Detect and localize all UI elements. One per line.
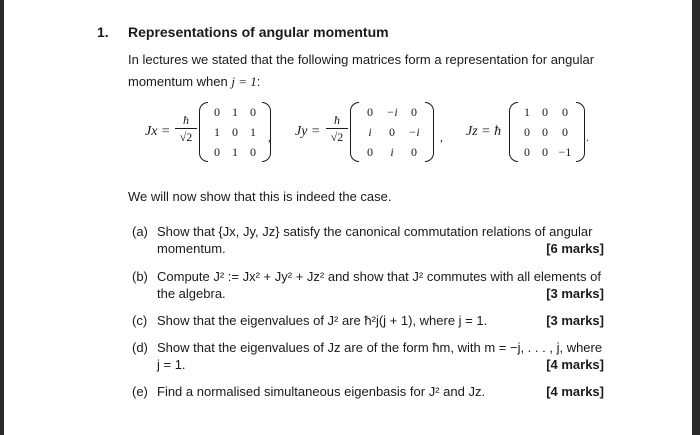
- jx-cell: 0: [250, 105, 256, 119]
- jx-left-paren: [199, 102, 208, 162]
- jz-cell: 0: [542, 105, 548, 119]
- part-d: [132, 339, 604, 373]
- jy-left-paren: [350, 102, 359, 162]
- part-label: (a): [132, 224, 148, 239]
- jy-right-paren: [425, 102, 434, 162]
- part-marks: [4 marks]: [546, 384, 604, 399]
- jx-fraction-bar: [175, 128, 197, 129]
- jy-prefactor-numerator: ħ: [334, 113, 340, 127]
- jz-cell: 0: [524, 125, 530, 139]
- jy-cell: 0: [411, 145, 417, 159]
- part-label: (c): [132, 313, 148, 328]
- transition-sentence: We will now show that this is indeed the case.: [128, 189, 392, 204]
- part-text: Compute J² := Jx² + Jy² + Jz² and show that J² commutes with all elements of the algebra.: [157, 269, 601, 301]
- jy-matrix: [350, 102, 434, 162]
- jy-separator: ,: [440, 130, 443, 144]
- intro-paragraph: [128, 49, 608, 93]
- jx-separator: ,: [268, 130, 271, 144]
- part-e: [132, 383, 604, 400]
- question-number: 1.: [97, 24, 109, 40]
- left-photo-edge: [0, 0, 4, 435]
- jx-prefactor-numerator: ħ: [183, 113, 189, 127]
- jy-cell: 0: [367, 145, 373, 159]
- part-text: Find a normalised simultaneous eigenbasis for J² and Jz.: [157, 384, 486, 399]
- part-text: Show that the eigenvalues of Jz are of the form ħm, with m = −j, . . . , j, where j = 1.: [157, 340, 603, 372]
- jx-cell: 0: [250, 145, 256, 159]
- jy-prefactor-denominator: √2: [330, 130, 344, 144]
- question-title: Representations of angular momentum: [128, 24, 389, 40]
- right-photo-edge: [692, 0, 700, 435]
- jx-prefactor: [175, 113, 197, 144]
- jz-matrix: [509, 102, 585, 162]
- jy-cell: i: [368, 125, 372, 139]
- part-b: [132, 268, 604, 302]
- jy-label: Jy =: [295, 124, 321, 139]
- jz-cell: 0: [524, 145, 530, 159]
- jz-separator: .: [586, 130, 589, 144]
- jz-cell: 1: [524, 105, 530, 119]
- intro-line-2-math: j = 1: [231, 74, 257, 89]
- jx-cell: 0: [214, 105, 220, 119]
- jy-cell: −i: [408, 125, 420, 139]
- part-label: (b): [132, 269, 148, 284]
- part-a: [132, 223, 604, 257]
- jz-cell: −1: [558, 145, 572, 159]
- jy-cell: 0: [367, 105, 373, 119]
- jy-fraction-bar: [326, 128, 348, 129]
- jz-cell: 0: [542, 125, 548, 139]
- jz-label: Jz = ħ: [466, 124, 502, 139]
- jx-label: Jx =: [145, 124, 171, 139]
- intro-line-2-prefix: momentum when: [128, 74, 232, 89]
- part-marks: [6 marks]: [546, 241, 604, 256]
- jx-matrix: [199, 102, 271, 162]
- jz-left-paren: [509, 102, 518, 162]
- part-c: [132, 312, 604, 329]
- jz-cell: 0: [562, 105, 568, 119]
- jz-cell: 0: [542, 145, 548, 159]
- part-marks: [3 marks]: [546, 313, 604, 328]
- jy-cell: 0: [411, 105, 417, 119]
- jx-cell: 1: [250, 125, 256, 139]
- intro-line-2-suffix: :: [256, 74, 261, 89]
- part-marks: [4 marks]: [546, 357, 604, 372]
- jy-cell: i: [390, 145, 394, 159]
- jy-cell: 0: [389, 125, 395, 139]
- jy-cell: −i: [386, 105, 398, 119]
- intro-line-1: In lectures we stated that the following matrices form a representation for angular: [128, 52, 595, 67]
- jz-right-paren: [576, 102, 585, 162]
- jx-cell: 1: [232, 145, 238, 159]
- part-label: (e): [132, 384, 148, 399]
- part-text: Show that {Jx, Jy, Jz} satisfy the canonical commutation relations of angular momentum.: [157, 224, 593, 256]
- jy-prefactor: [326, 113, 348, 144]
- jx-cell: 1: [232, 105, 238, 119]
- jx-prefactor-denominator: √2: [179, 130, 193, 144]
- jz-cell: 0: [562, 125, 568, 139]
- part-text: Show that the eigenvalues of J² are ħ²j(j + 1), where j = 1.: [157, 313, 488, 328]
- jx-cell: 0: [232, 125, 238, 139]
- jx-cell: 0: [214, 145, 220, 159]
- part-marks: [3 marks]: [546, 286, 604, 301]
- part-label: (d): [132, 340, 148, 355]
- jx-cell: 1: [214, 125, 220, 139]
